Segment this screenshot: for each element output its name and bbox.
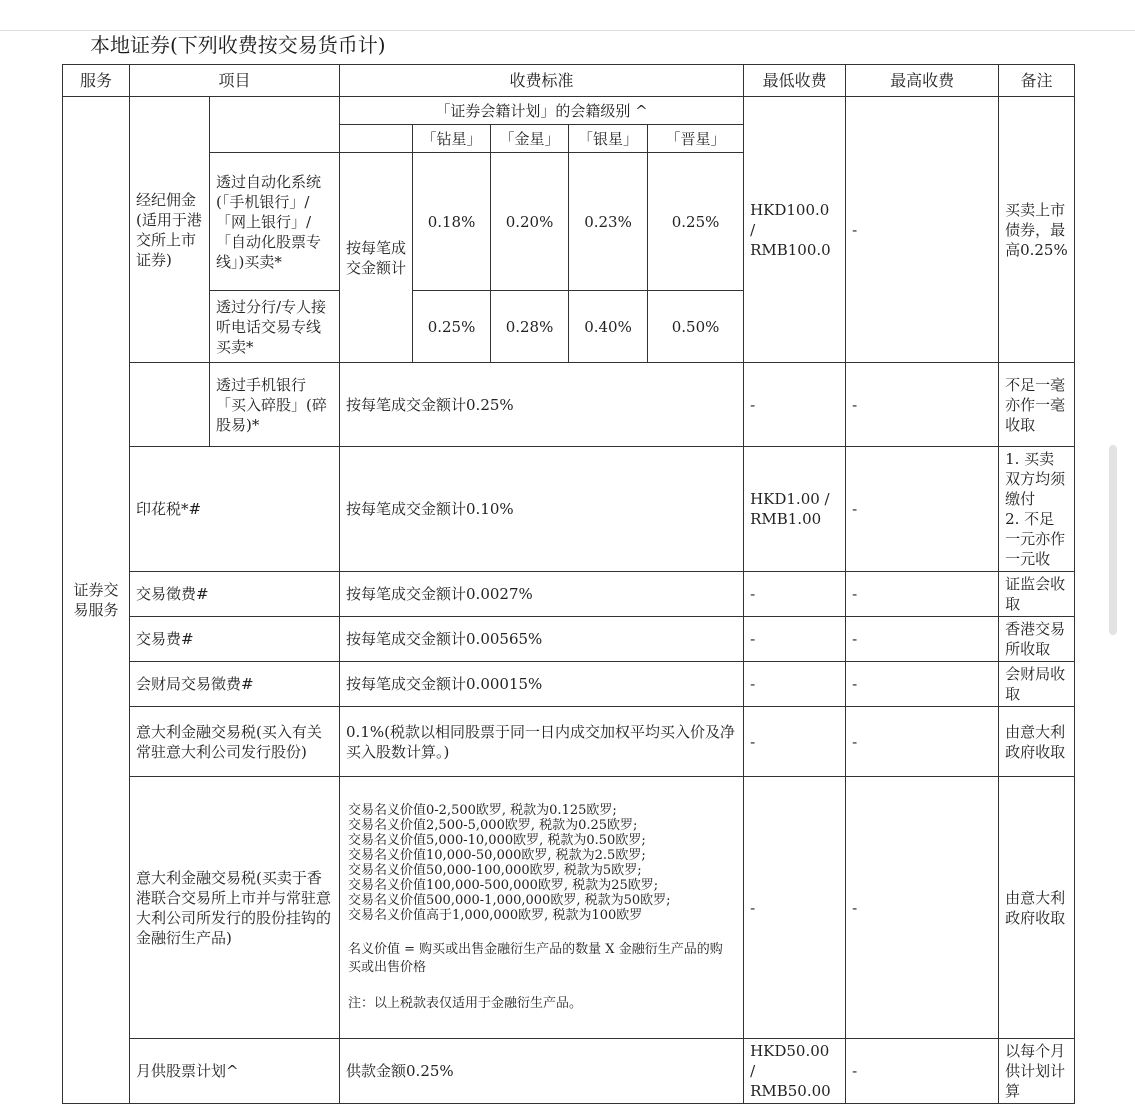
ftt-tier: 交易名义价值500,000-1,000,000欧罗, 税款为50欧罗; xyxy=(348,892,671,908)
table-row xyxy=(63,572,1075,617)
blank-cell xyxy=(130,363,210,447)
header-item: 项目 xyxy=(130,65,340,97)
levy-standard: 按每笔成交金额计0.0027% xyxy=(340,572,744,617)
brokerage-remark: 买卖上市债券，最高0.25% xyxy=(999,97,1075,363)
frc-levy-standard: 按每笔成交金额计0.00015% xyxy=(340,662,744,707)
ftt-tier: 交易名义价值2,500-5,000欧罗, 税款为0.25欧罗; xyxy=(348,817,638,833)
frc-levy-remark: 会财局收取 xyxy=(999,662,1075,707)
trading-fee-max: - xyxy=(846,617,999,662)
stamp-remark xyxy=(999,447,1075,572)
auto-rate-silver: 0.23% xyxy=(569,153,648,291)
header-min: 最低收费 xyxy=(744,65,846,97)
level-rising: 「晋星」 xyxy=(648,125,744,153)
table-row xyxy=(63,777,1075,1039)
branch-rate-silver: 0.40% xyxy=(569,291,648,363)
header-service: 服务 xyxy=(63,65,130,97)
ftt-shares-remark: 由意大利政府收取 xyxy=(999,707,1075,777)
ftt-tier: 交易名义价值50,000-100,000欧罗, 税款为5欧罗; xyxy=(348,862,642,878)
ftt-derivatives-label: 意大利金融交易税(买卖于香港联合交易所上市并与常驻意大利公司所发行的股份挂钩的金融衍生产品) xyxy=(130,777,340,1039)
trading-fee-standard: 按每笔成交金额计0.00565% xyxy=(340,617,744,662)
brokerage-min: HKD100.0 / RMB100.0 xyxy=(744,97,846,363)
table-row xyxy=(63,1039,1075,1104)
odd-lot-standard: 按每笔成交金额计0.25% xyxy=(340,363,744,447)
ftt-derivatives-standard xyxy=(340,777,744,1039)
branch-rate-rising: 0.50% xyxy=(648,291,744,363)
ftt-derivatives-remark: 由意大利政府收取 xyxy=(999,777,1075,1039)
page-title: 本地证券(下列收费按交易货币计) xyxy=(90,33,386,57)
ftt-derivatives-min: - xyxy=(744,777,846,1039)
branch-rate-gold: 0.28% xyxy=(491,291,569,363)
table-row xyxy=(63,662,1075,707)
blank-cell xyxy=(210,97,340,153)
scrollbar-thumb[interactable] xyxy=(1109,445,1117,635)
level-gold: 「金星」 xyxy=(491,125,569,153)
ftt-derivatives-max: - xyxy=(846,777,999,1039)
stamp-max: - xyxy=(846,447,999,572)
stamp-label: 印花税*# xyxy=(130,447,340,572)
auto-channel-label: 透过自动化系统(「手机银行」/「网上银行」/「自动化股票专线」)买卖* xyxy=(210,153,340,291)
frc-levy-min: - xyxy=(744,662,846,707)
header-standard: 收费标准 xyxy=(340,65,744,97)
ftt-shares-min: - xyxy=(744,707,846,777)
fee-table xyxy=(62,64,1075,1104)
brokerage-label-cell: 经纪佣金(适用于港交所上市证券) xyxy=(130,97,210,363)
membership-title: 「证券会籍计划」的会籍级别 ^ xyxy=(340,97,744,125)
levy-remark: 证监会收取 xyxy=(999,572,1075,617)
header-max: 最高收费 xyxy=(846,65,999,97)
auto-rate-gold: 0.20% xyxy=(491,153,569,291)
ftt-definition: 名义价值 = 购买或出售金融衍生产品的数量 X 金融衍生产品的购买或出售价格 xyxy=(348,941,723,975)
ftt-shares-label: 意大利金融交易税(买入有关常驻意大利公司发行股份) xyxy=(130,707,340,777)
stamp-min: HKD1.00 / RMB1.00 xyxy=(744,447,846,572)
auto-rate-rising: 0.25% xyxy=(648,153,744,291)
monthly-remark: 以每个月供计划计算 xyxy=(999,1039,1075,1104)
frc-levy-label: 会财局交易徵费# xyxy=(130,662,340,707)
table-row xyxy=(63,707,1075,777)
header-remark: 备注 xyxy=(999,65,1075,97)
levy-max: - xyxy=(846,572,999,617)
trading-fee-min: - xyxy=(744,617,846,662)
stamp-remark-1: 1. 买卖双方均须缴付 xyxy=(1005,450,1066,508)
odd-lot-label: 透过手机银行「买入碎股」(碎股易)* xyxy=(210,363,340,447)
ftt-tier: 交易名义价值10,000-50,000欧罗, 税款为2.5欧罗; xyxy=(348,847,646,863)
monthly-label: 月供股票计划^ xyxy=(130,1039,340,1104)
trading-fee-remark: 香港交易所收取 xyxy=(999,617,1075,662)
ftt-tier: 交易名义价值高于1,000,000欧罗, 税款为100欧罗 xyxy=(348,907,643,923)
blank-cell xyxy=(340,125,413,153)
table-row xyxy=(63,97,1075,125)
stamp-standard: 按每笔成交金额计0.10% xyxy=(340,447,744,572)
table-row xyxy=(63,363,1075,447)
trading-fee-label: 交易费# xyxy=(130,617,340,662)
ftt-shares-standard: 0.1%(税款以相同股票于同一日内成交加权平均买入价及净买入股数计算。) xyxy=(340,707,744,777)
table-row xyxy=(63,447,1075,572)
ftt-shares-max: - xyxy=(846,707,999,777)
levy-min: - xyxy=(744,572,846,617)
odd-lot-min: - xyxy=(744,363,846,447)
ftt-tier: 交易名义价值5,000-10,000欧罗, 税款为0.50欧罗; xyxy=(348,832,646,848)
branch-channel-label: 透过分行/专人接听电话交易专线买卖* xyxy=(210,291,340,363)
ftt-tier: 交易名义价值0-2,500欧罗, 税款为0.125欧罗; xyxy=(348,802,617,818)
branch-rate-diamond: 0.25% xyxy=(413,291,491,363)
level-silver: 「银星」 xyxy=(569,125,648,153)
header-row xyxy=(63,65,1075,97)
monthly-max: - xyxy=(846,1039,999,1104)
odd-lot-remark: 不足一毫亦作一毫收取 xyxy=(999,363,1075,447)
service-name-cell: 证券交易服务 xyxy=(63,97,130,1104)
monthly-min: HKD50.00 / RMB50.00 xyxy=(744,1039,846,1104)
ftt-tier: 交易名义价值100,000-500,000欧罗, 税款为25欧罗; xyxy=(348,877,659,893)
levy-label: 交易徵费# xyxy=(130,572,340,617)
level-diamond: 「钻星」 xyxy=(413,125,491,153)
brokerage-basis: 按每笔成交金额计 xyxy=(340,153,413,363)
odd-lot-max: - xyxy=(846,363,999,447)
frc-levy-max: - xyxy=(846,662,999,707)
auto-rate-diamond: 0.18% xyxy=(413,153,491,291)
ftt-note: 注：以上税款表仅适用于金融衍生产品。 xyxy=(348,995,583,1011)
brokerage-max: - xyxy=(846,97,999,363)
stamp-remark-2: 2. 不足一元亦作一元收 xyxy=(1005,510,1066,568)
monthly-standard: 供款金额0.25% xyxy=(340,1039,744,1104)
table-row xyxy=(63,617,1075,662)
